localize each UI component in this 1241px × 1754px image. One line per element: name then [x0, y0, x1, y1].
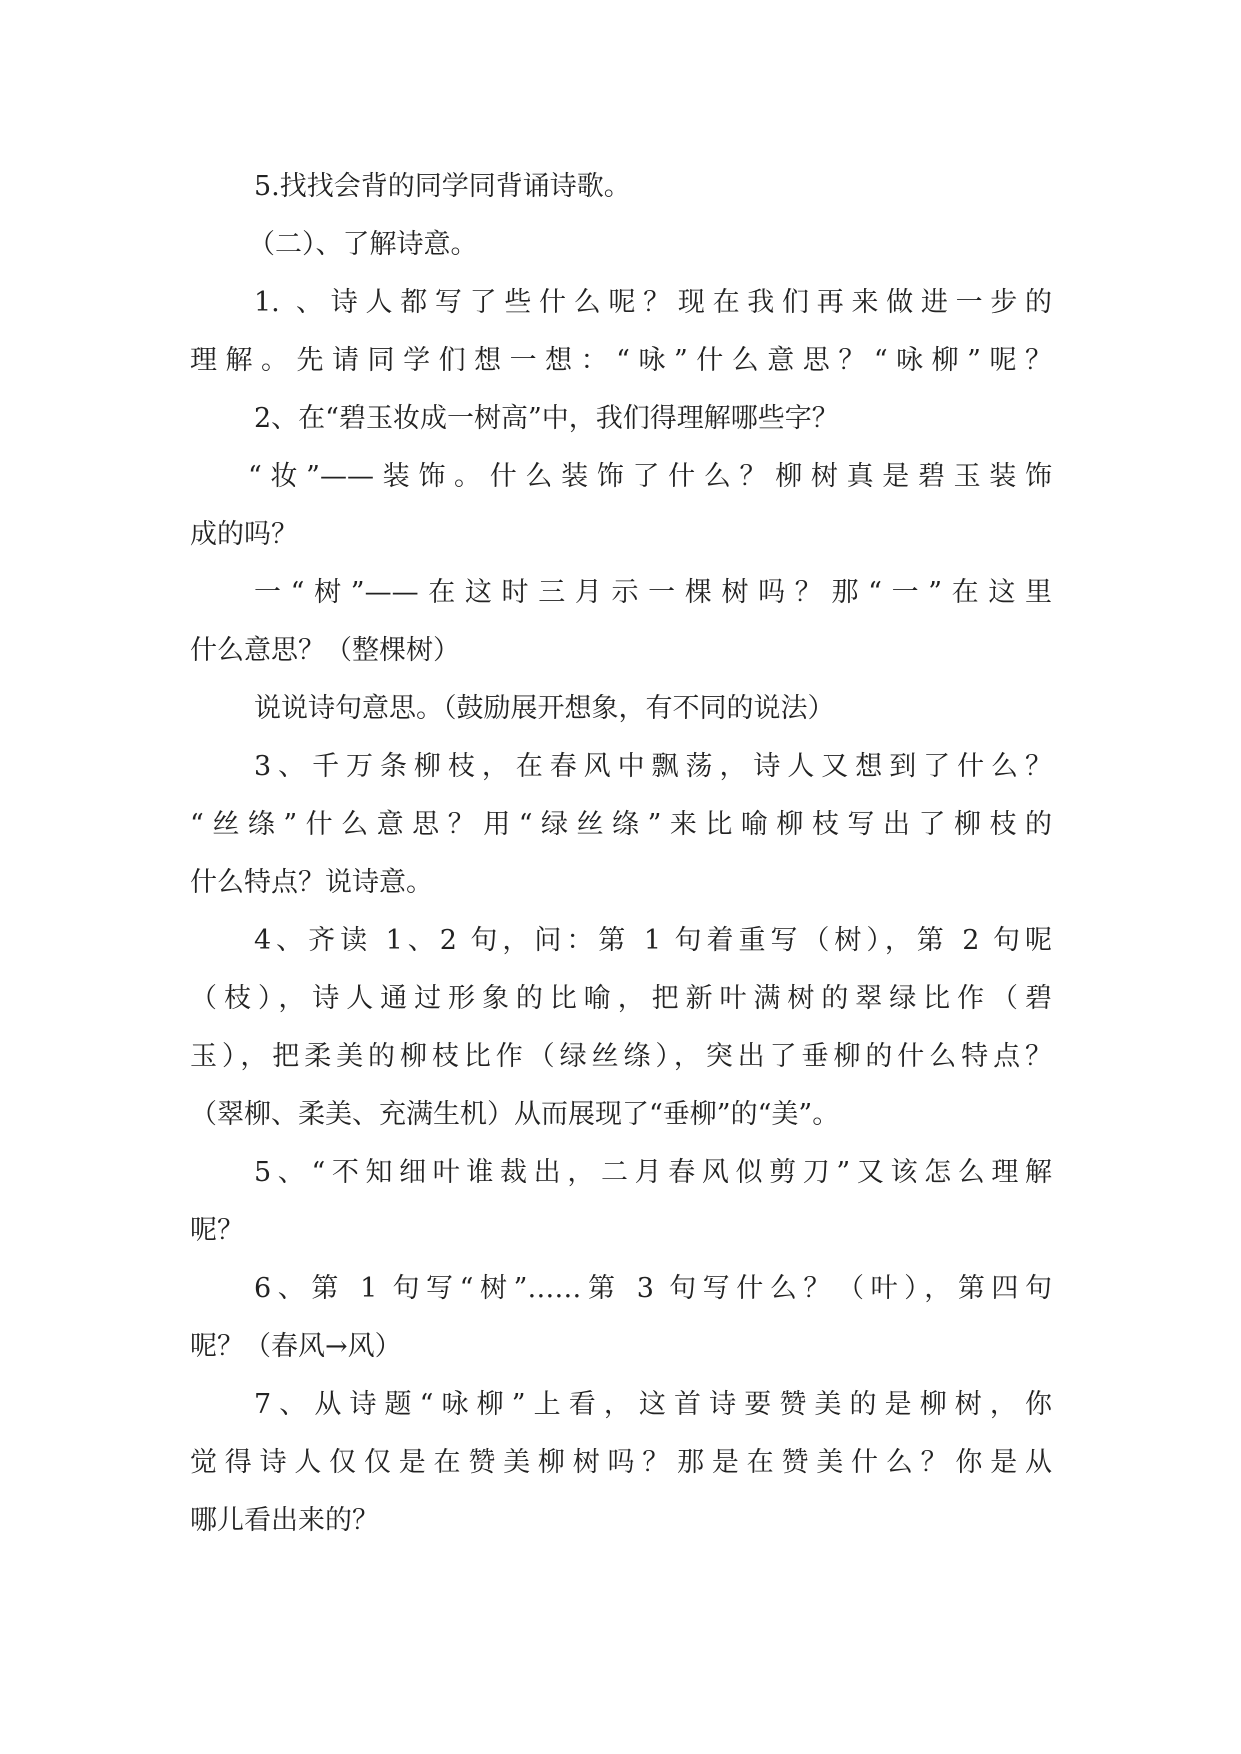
text-line: 什么特点？说诗意。 — [190, 867, 433, 898]
text-line: “妆”——装饰。什么装饰了什么？柳树真是碧玉装饰 — [248, 461, 1052, 492]
document-body — [190, 158, 1052, 1550]
text-line: 5.找找会背的同学同背诵诗歌。 — [254, 171, 631, 202]
text-line: 呢？（春风→风） — [190, 1331, 402, 1362]
text-line: 理解。先请同学们想一想：“咏”什么意思？“咏柳”呢？ — [190, 345, 1052, 376]
text-line: 3、千万条柳枝，在春风中飘荡，诗人又想到了什么？ — [254, 751, 1052, 782]
text-line: 5、“不知细叶谁裁出，二月春风似剪刀”又该怎么理解 — [254, 1157, 1052, 1188]
text-line: （翠柳、柔美、充满生机）从而展现了“垂柳”的“美”。 — [190, 1099, 840, 1130]
text-line: （枝），诗人通过形象的比喻，把新叶满树的翠绿比作（碧 — [190, 983, 1052, 1014]
text-line: 什么意思？（整棵树） — [190, 635, 460, 666]
text-line: “丝绦”什么意思？用“绿丝绦”来比喻柳枝写出了柳枝的 — [190, 809, 1052, 840]
text-line: （二）、了解诗意。 — [248, 229, 478, 260]
text-line: 2、在“碧玉妆成一树高”中，我们得理解哪些字？ — [254, 403, 839, 434]
text-line: 一“树”——在这时三月示一棵树吗？那“一”在这里 — [254, 577, 1052, 608]
text-line: 7、从诗题“咏柳”上看，这首诗要赞美的是柳树，你 — [254, 1389, 1052, 1420]
text-line: 呢？ — [190, 1215, 244, 1246]
text-line: 6、第 1 句写“树”……第 3 句写什么？（叶），第四句 — [254, 1273, 1052, 1304]
text-line: 成的吗？ — [190, 519, 298, 550]
text-line: 1. 、诗人都写了些什么呢？现在我们再来做进一步的 — [254, 287, 1052, 318]
text-line: 说说诗句意思。（鼓励展开想象，有不同的说法） — [254, 693, 835, 724]
text-line: 玉），把柔美的柳枝比作（绿丝绦），突出了垂柳的什么特点？ — [190, 1041, 1052, 1072]
text-line: 4、齐读 1、2 句，问：第 1 句着重写（树），第 2 句呢 — [254, 925, 1052, 956]
text-line: 哪儿看出来的？ — [190, 1505, 379, 1536]
text-line: 觉得诗人仅仅是在赞美柳树吗？那是在赞美什么？你是从 — [190, 1447, 1052, 1478]
